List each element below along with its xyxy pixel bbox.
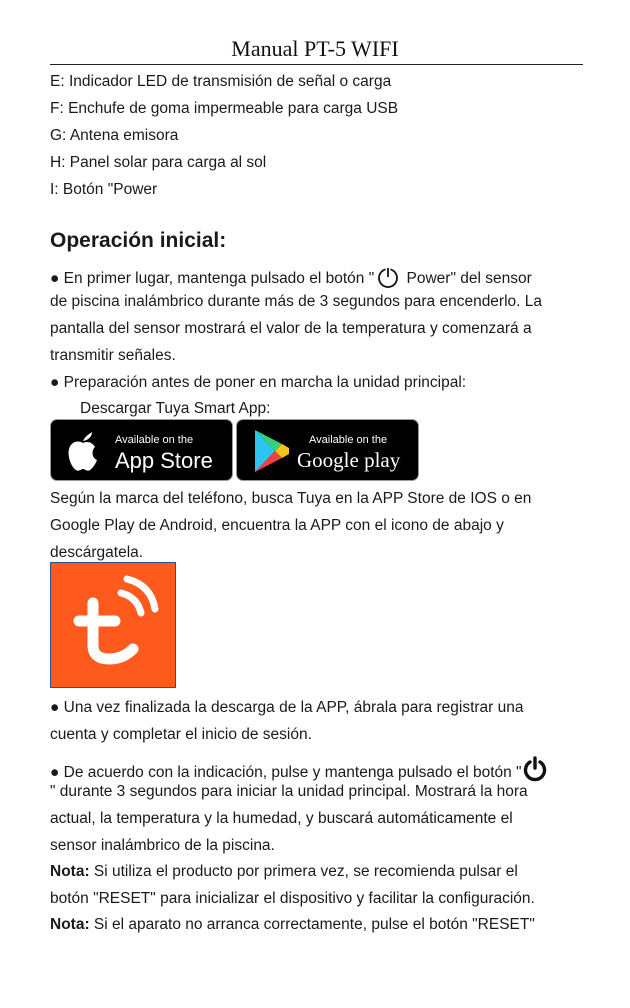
app-store-big-text: App Store [115, 448, 213, 473]
google-play-big-text: Google play [297, 448, 401, 472]
section-heading: Operación inicial: [50, 229, 227, 252]
download-label: Descargar Tuya Smart App: [80, 400, 271, 417]
paragraph-3-line-2: Google Play de Android, encuentra la APP con el icono de abajo y [50, 517, 504, 534]
part-h: H: Panel solar para carga al sol [50, 154, 267, 171]
paragraph-2: ● Preparación antes de poner en marcha la unidad principal: [50, 374, 467, 391]
paragraph-1-line-1: ● En primer lugar, mantenga pulsado el botón " Power" del sensor [50, 265, 532, 295]
google-play-badge[interactable] [236, 419, 419, 481]
paragraph-1-line-3: pantalla del sensor mostrará el valor de la temperatura y comenzará a [50, 320, 532, 337]
apple-icon [65, 430, 101, 477]
paragraph-3-line-3: descárgatela. [50, 544, 144, 561]
google-play-small-text: Available on the [309, 434, 388, 446]
app-store-badge[interactable] [50, 419, 233, 481]
note-1-line-2: botón "RESET" para inicializar el dispositivo y facilitar la configuración. [50, 890, 535, 907]
paragraph-3-line-1: Según la marca del teléfono, busca Tuya en la APP Store de IOS o en [50, 490, 532, 507]
paragraph-1-line-4: transmitir señales. [50, 347, 176, 364]
part-g: G: Antena emisora [50, 127, 179, 144]
header-rule [50, 64, 583, 65]
part-i: I: Botón "Power [50, 181, 158, 198]
paragraph-5-line-1: ● De acuerdo con la indicación, pulse y mantenga pulsado el botón " [50, 756, 548, 788]
paragraph-5-line-2: " durante 3 segundos para iniciar la unidad principal. Mostrará la hora [50, 783, 528, 800]
paragraph-4-line-2: cuenta y completar el inicio de sesión. [50, 726, 312, 743]
app-store-small-text: Available on the [115, 434, 194, 446]
note-2-line-1: Nota: Si el aparato no arranca correctamente, pulse el botón "RESET" [50, 916, 535, 933]
note-1-line-1: Nota: Si utiliza el producto por primera vez, se recomienda pulsar el [50, 863, 518, 880]
paragraph-5-line-3: actual, la temperatura y la humedad, y buscará automáticamente el [50, 810, 513, 827]
part-e: E: Indicador LED de transmisión de señal o carga [50, 73, 392, 90]
paragraph-1-line-2: de piscina inalámbrico durante más de 3 segundos para encenderlo. La [50, 293, 543, 310]
paragraph-4-line-1: ● Una vez finalizada la descarga de la APP, ábrala para registrar una [50, 699, 524, 716]
part-f: F: Enchufe de goma impermeable para carga USB [50, 100, 399, 117]
google-play-icon [251, 428, 291, 479]
paragraph-5-line-4: sensor inalámbrico de la piscina. [50, 837, 275, 854]
page-title: Manual PT-5 WIFI [231, 36, 399, 61]
power-icon [376, 265, 400, 295]
tuya-app-icon [50, 562, 176, 688]
